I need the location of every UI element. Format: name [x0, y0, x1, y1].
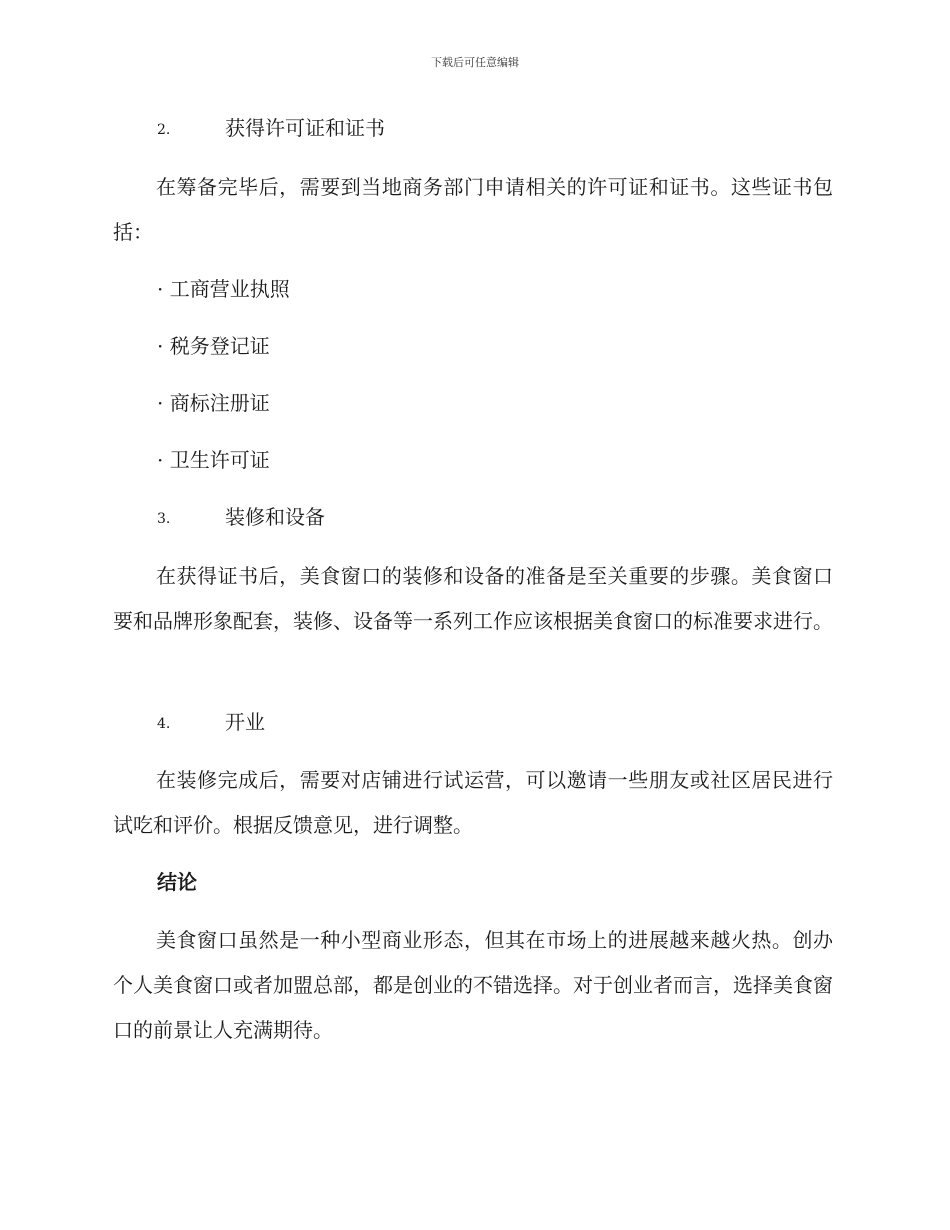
bullet-item: · 商标注册证 [157, 391, 270, 415]
bullet-item: · 税务登记证 [157, 334, 270, 358]
section-number-4: 4. [157, 716, 171, 732]
section-number-2: 2. [157, 122, 171, 138]
paragraph-opening: 在装修完成后，需要对店铺进行试运营，可以邀请一些朋友或社区居民进行试吃和评价。根据反馈意见，进行调整。 [113, 768, 833, 837]
paragraph-conclusion: 美食窗口虽然是一种小型商业形态，但其在市场上的进展越来越火热。创办个人美食窗口或者加盟总部，都是创业的不错选择。对于创业者而言，选择美食窗口的前景让人充满期待。 [113, 928, 833, 1042]
section-number-3: 3. [157, 511, 171, 527]
section-title-4: 开业 [225, 710, 265, 734]
paragraph-permits: 在筹备完毕后，需要到当地商务部门申请相关的许可证和证书。这些证书包括： [113, 175, 833, 244]
conclusion-heading: 结论 [157, 870, 197, 894]
bullet-item: · 卫生许可证 [157, 448, 270, 472]
page-header: 下载后可任意编辑 [431, 56, 519, 69]
section-title-2: 获得许可证和证书 [225, 116, 385, 140]
paragraph-decoration: 在获得证书后，美食窗口的装修和设备的准备是至关重要的步骤。美食窗口要和品牌形象配套，装修、设备等一系列工作应该根据美食窗口的标准要求进行。 [113, 564, 833, 633]
bullet-item: · 工商营业执照 [157, 277, 290, 301]
section-title-3: 装修和设备 [225, 505, 325, 529]
